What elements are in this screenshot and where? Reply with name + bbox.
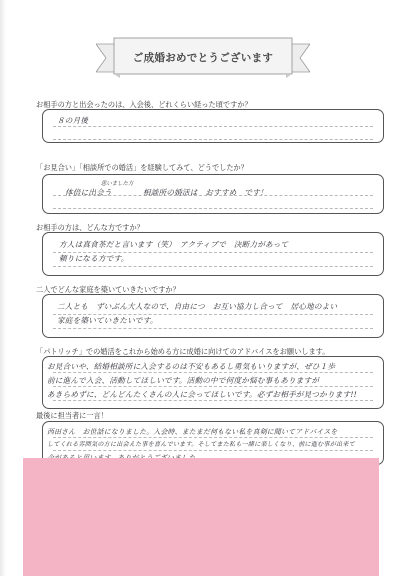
answer-box-advice bbox=[42, 356, 384, 409]
answer-text: 家庭を築いていきたいです。 bbox=[57, 316, 158, 325]
answer-text: してくれる雰囲気の方に出会えた事を喜んでいます。そしてまた私も一緒に楽しくなり、前に進む事が出来て bbox=[47, 441, 355, 448]
answer-text: 頼りになる方です。 bbox=[59, 254, 129, 263]
answer-box-experience bbox=[42, 174, 384, 214]
ruled-line bbox=[53, 328, 373, 329]
answer-box-family bbox=[42, 294, 384, 338]
ruled-line bbox=[53, 372, 373, 373]
ruled-line bbox=[53, 450, 373, 451]
answer-text: 前に進んで入会、活動してほしいです。活動の中で何度か悩む事もありますが bbox=[47, 376, 320, 385]
question-advice: 「パトリッチ」での婚活をこれから始める方に成婚に向けてのアドバイスをお願いします。 bbox=[36, 347, 330, 356]
scan-edge-shadow bbox=[0, 0, 6, 576]
answer-text: お見合いや、結婚相談所に入会するのは不安もあるし勇気もいりますが、ぜひ１歩 bbox=[47, 362, 336, 371]
answer-text: 体倍に出会う 相談所の婚活は おすすめ です！ bbox=[65, 188, 268, 197]
answer-text: ８の月後 bbox=[57, 116, 89, 125]
answer-box-entry-timing bbox=[42, 109, 384, 143]
ruled-line bbox=[53, 437, 373, 438]
ruled-line bbox=[53, 208, 373, 209]
ruled-line bbox=[53, 126, 373, 127]
banner-title: ご成婚おめでとうございます bbox=[132, 52, 274, 64]
ruled-line bbox=[53, 266, 373, 267]
ruled-line bbox=[53, 400, 373, 401]
title-banner bbox=[96, 36, 310, 80]
ruled-line bbox=[53, 386, 373, 387]
answer-text: あきらめずに、どんどんたくさんの人に会ってほしいです。必ずお相手が見つかります!! bbox=[47, 390, 357, 399]
answer-box-partner bbox=[42, 232, 384, 276]
answer-text: 方人は真食茶だと言います（笑） アクティブで 決断力があって bbox=[59, 240, 289, 249]
answer-text: 二人とも ずいぶん大人なので、自由につ お互い協力し合って 居心地のよい bbox=[57, 302, 338, 311]
margin-note: 思いました方 bbox=[101, 181, 134, 187]
question-family: 二人でどんな家庭を築いていきたいですか？ bbox=[36, 285, 180, 294]
question-experience: 「お見合い」「相談所での婚活」を経験してみて、どうでしたか？ bbox=[36, 163, 248, 172]
ruled-line bbox=[53, 139, 373, 140]
question-entry-timing: お相手の方と出会ったのは、入会後、どれくらい経った頃ですか？ bbox=[36, 100, 252, 109]
answer-text: 西田さん お世話になりました。入会時、またまだ何もない私を真剣に聞いてアドバイスを bbox=[47, 428, 338, 436]
question-partner: お相手の方は、どんな方ですか？ bbox=[36, 223, 144, 232]
question-message-to-staff: 最後に担当者に一言！ bbox=[36, 411, 108, 420]
pink-photo-area bbox=[23, 458, 379, 576]
